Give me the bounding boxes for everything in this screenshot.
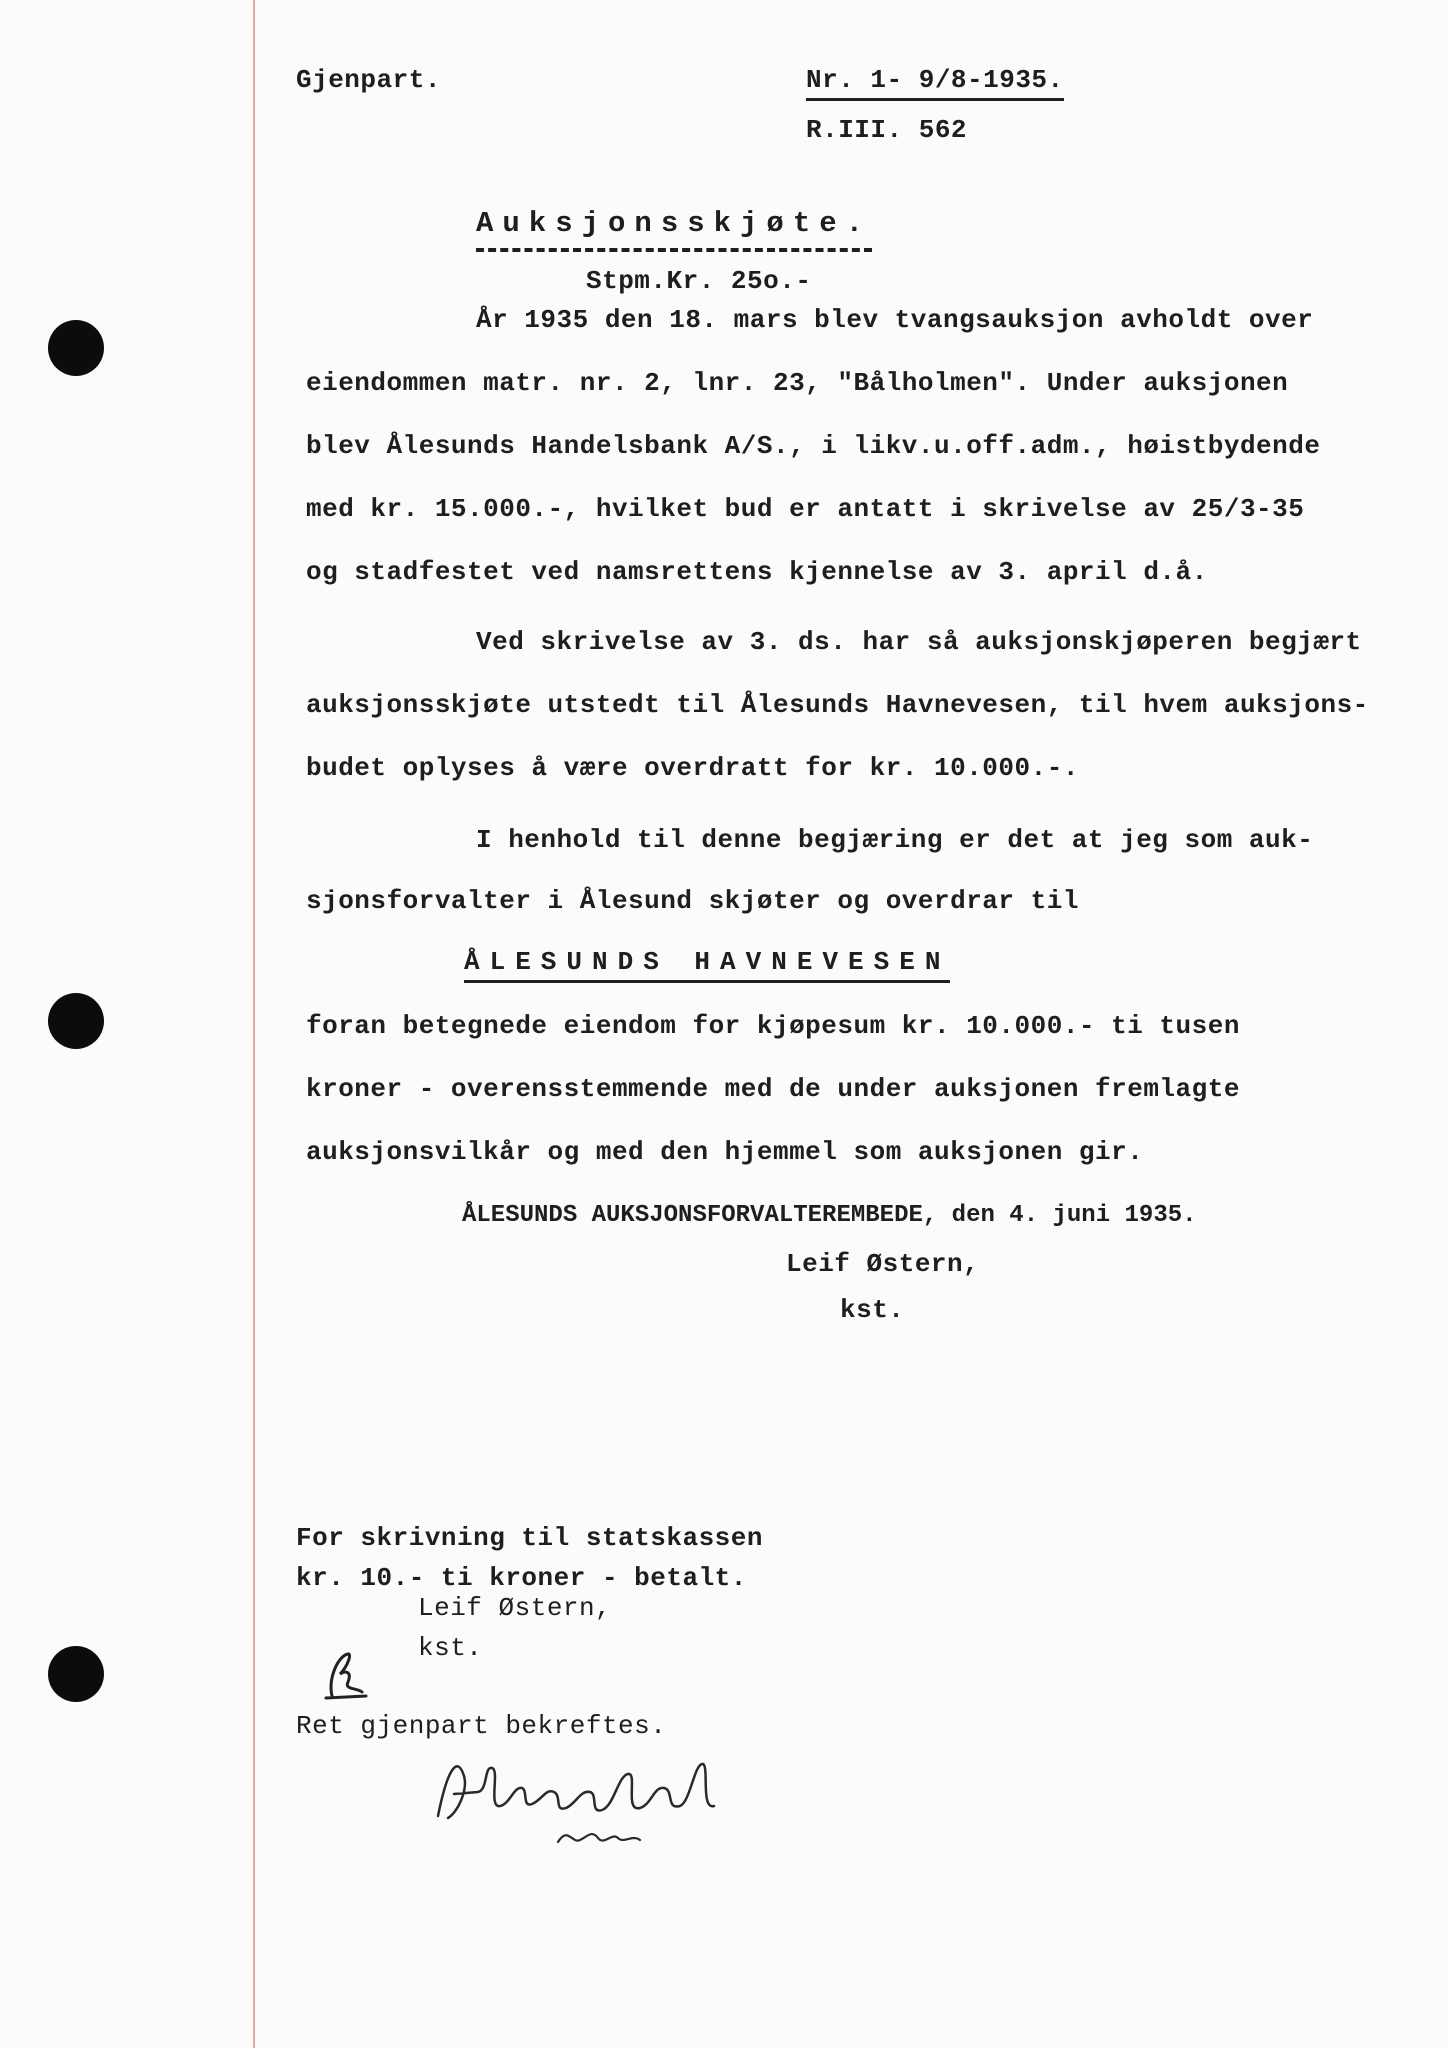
handwritten-signature — [418, 1746, 728, 1866]
paragraph-line: foran betegnede eiendom for kjøpesum kr. 10.000.- ti tusen — [306, 1011, 1240, 1041]
paragraph-line: og stadfestet ved namsrettens kjennelse av 3. april d.å. — [306, 557, 1208, 587]
paragraph-line: I henhold til denne begjæring er det at jeg som auk- — [476, 825, 1314, 855]
document-number: Nr. 1- 9/8-1935. — [806, 64, 1064, 101]
paragraph-line: auksjonsskjøte utstedt til Ålesunds Havnevesen, til hvem auksjons- — [306, 690, 1369, 720]
register-reference: R.III. 562 — [806, 115, 968, 145]
payment-signer-name: Leif Østern, — [418, 1593, 612, 1623]
copy-label: Gjenpart. — [296, 65, 441, 95]
stamp-duty: Stpm.Kr. 25o.- — [586, 266, 812, 296]
initials-mark — [318, 1648, 378, 1708]
punch-hole-middle — [48, 993, 104, 1049]
paragraph-line: budet oplyses å være overdratt for kr. 10.000.-. — [306, 753, 1079, 783]
paragraph-line: auksjonsvilkår og med den hjemmel som auksjonen gir. — [306, 1137, 1144, 1167]
payment-note-line: kr. 10.- ti kroner - betalt. — [296, 1563, 747, 1593]
paragraph-line: sjonsforvalter i Ålesund skjøter og overdrar til — [306, 886, 1079, 916]
signer-title: kst. — [840, 1295, 905, 1325]
payment-signer-title: kst. — [418, 1633, 483, 1663]
paragraph-line: blev Ålesunds Handelsbank A/S., i likv.u.off.adm., høistbydende — [306, 431, 1321, 461]
paragraph-line: eiendommen matr. nr. 2, lnr. 23, "Bålholmen". Under auksjonen — [306, 368, 1289, 398]
certification-text: Ret gjenpart bekreftes. — [296, 1711, 667, 1741]
document-title: Auksjonsskjøte. — [476, 208, 872, 252]
margin-rule — [253, 0, 255, 2048]
paragraph-line: Ved skrivelse av 3. ds. har så auksjonskjøperen begjært — [476, 627, 1362, 657]
paragraph-line: med kr. 15.000.-, hvilket bud er antatt i skrivelse av 25/3-35 — [306, 494, 1305, 524]
paragraph-line: År 1935 den 18. mars blev tvangsauksjon avholdt over — [476, 305, 1314, 335]
signer-name: Leif Østern, — [786, 1249, 980, 1279]
paragraph-line: kroner - overensstemmende med de under auksjonen fremlagte — [306, 1074, 1240, 1104]
place-and-date: ÅLESUNDS AUKSJONSFORVALTEREMBEDE, den 4. juni 1935. — [462, 1202, 1197, 1229]
punch-hole-bottom — [48, 1646, 104, 1702]
punch-hole-top — [48, 320, 104, 376]
payment-note-line: For skrivning til statskassen — [296, 1523, 763, 1553]
recipient-name: ÅLESUNDS HAVNEVESEN — [464, 946, 950, 983]
